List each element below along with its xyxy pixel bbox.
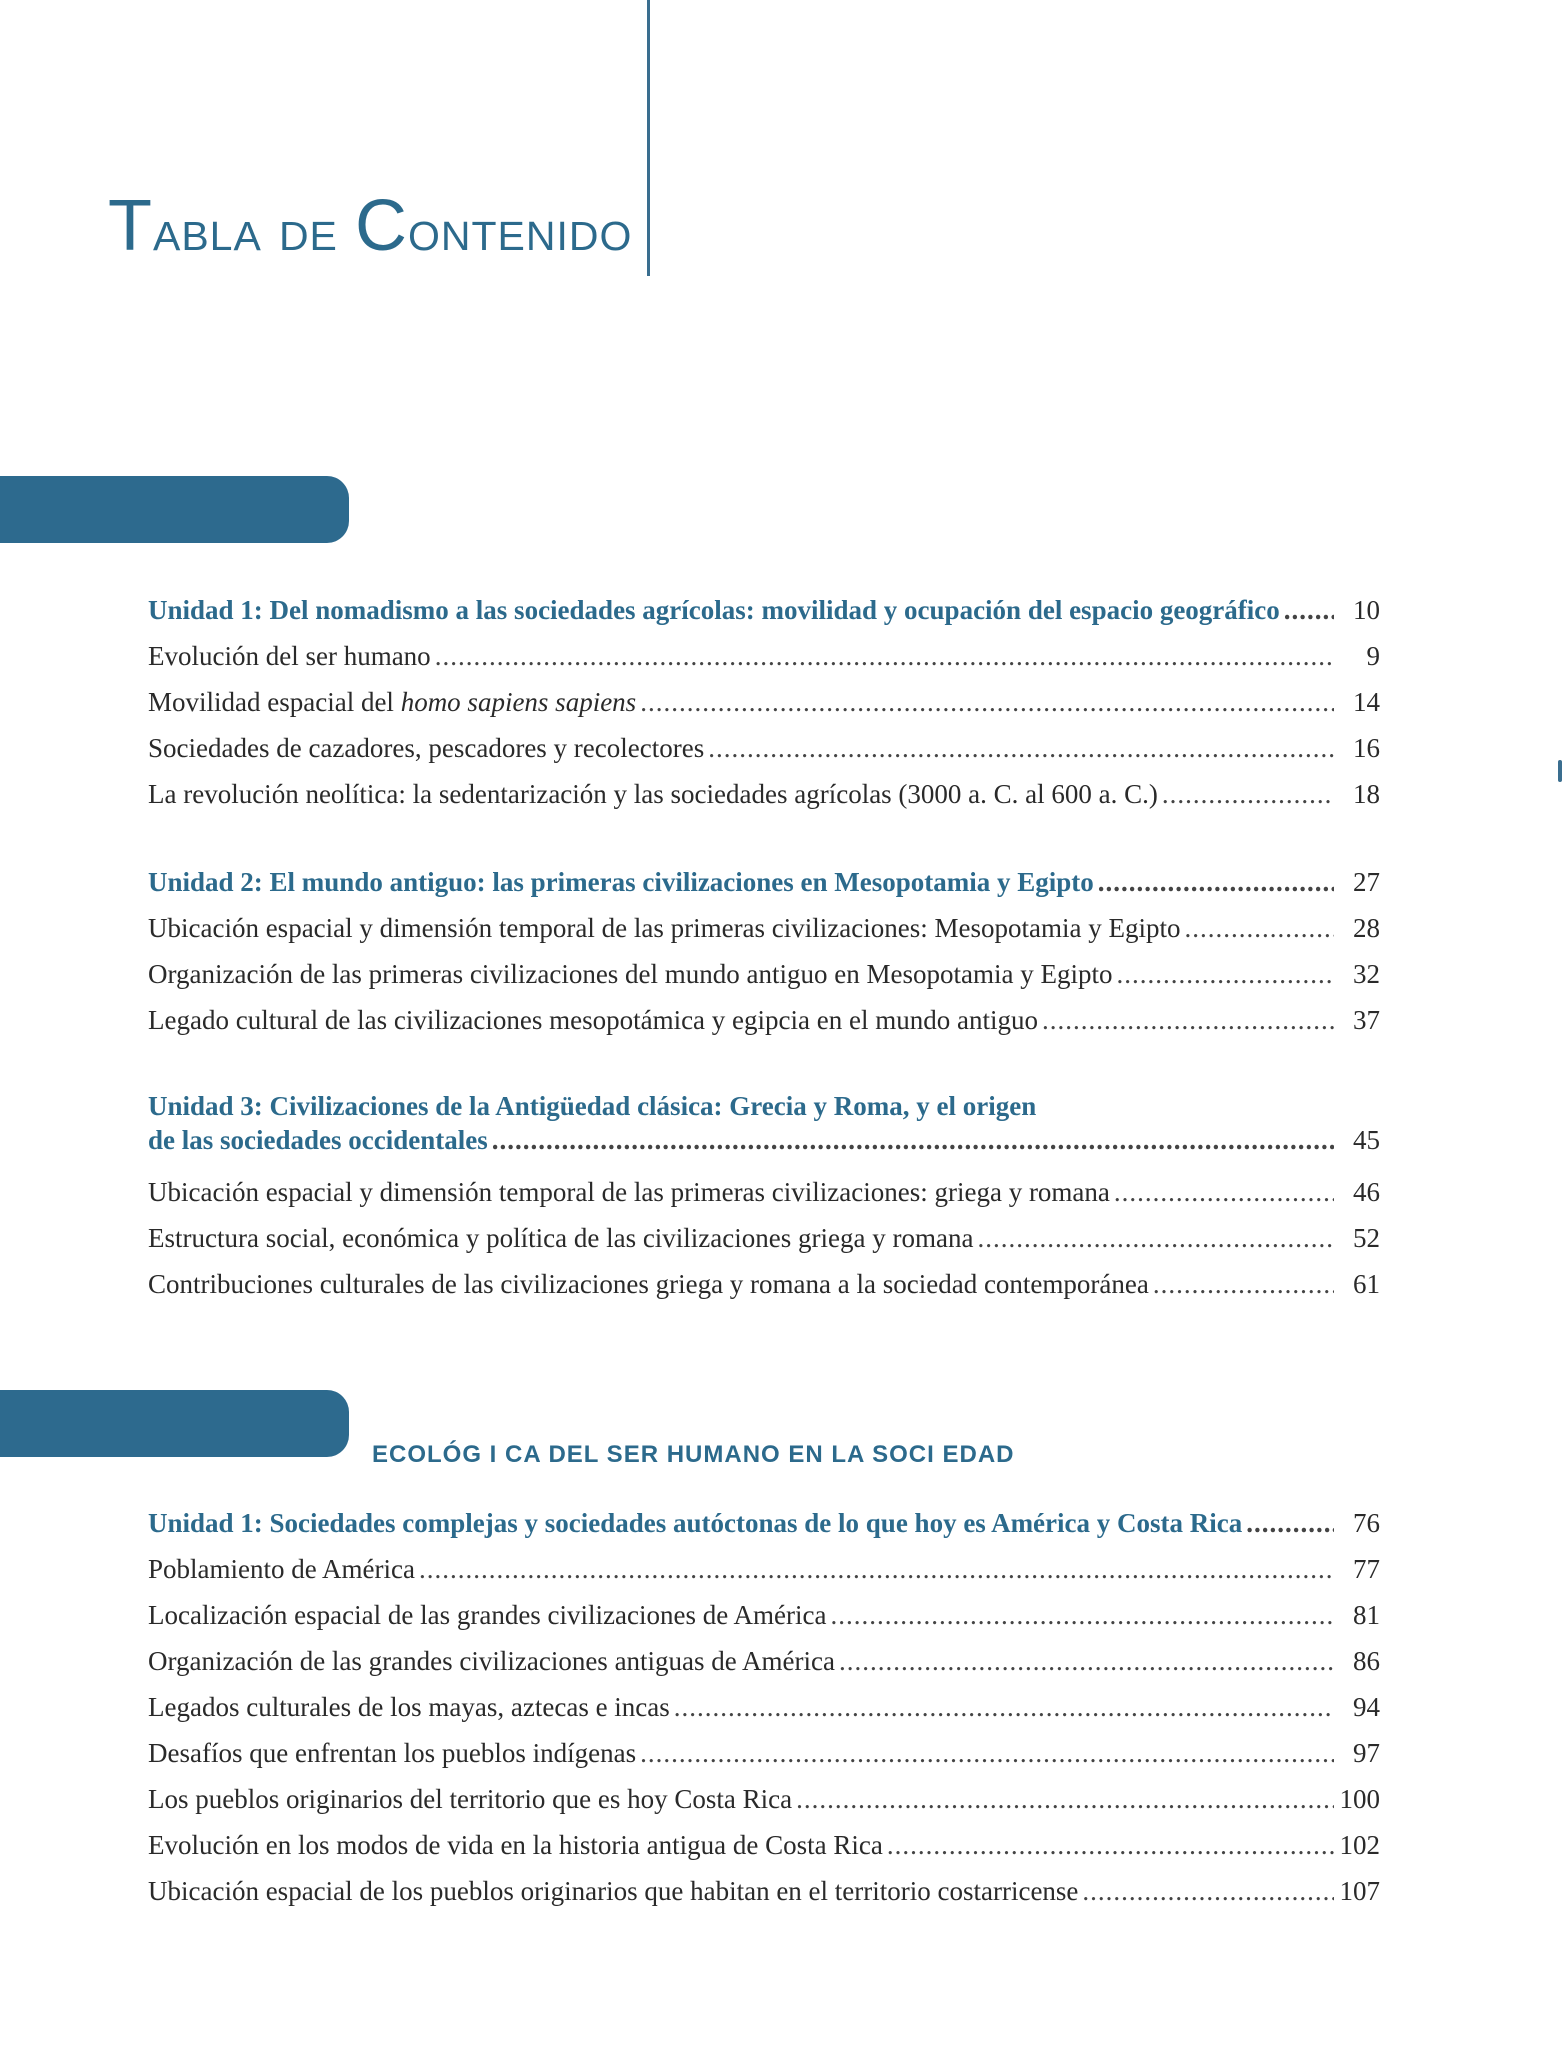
toc-entry-text: Movilidad espacial del (148, 687, 401, 717)
page-title (108, 186, 633, 266)
toc-page-number: 28 (1353, 913, 1380, 943)
toc-entry[interactable] (148, 951, 1380, 997)
toc-entry-title: Organización de las primeras civilizaciones del mundo antiguo en Mesopotamia y Egipto (148, 959, 1113, 989)
toc-entry[interactable] (148, 725, 1380, 771)
toc-entry-title: Poblamiento de América (148, 1554, 415, 1584)
toc-entry[interactable] (148, 1169, 1380, 1215)
toc-unit-1-3[interactable] (148, 1123, 1380, 1157)
toc-entry-title: La revolución neolítica: la sedentarización y las sociedades agrícolas (3000 a. C. al 600 a. C.) (148, 779, 1158, 809)
toc-unit-title-line-2: de las sociedades occidentales (148, 1125, 488, 1155)
leader-dots (796, 1776, 1333, 1822)
toc-page-number: 94 (1353, 1692, 1380, 1722)
toc-entry-title: Estructura social, económica y política de las civilizaciones griega y romana (148, 1223, 974, 1253)
toc-entry-title: Sociedades de cazadores, pescadores y recolectores (148, 733, 705, 763)
toc-page-number: 52 (1353, 1223, 1380, 1253)
toc-unit-2-1[interactable] (148, 1500, 1380, 1546)
toc-entry[interactable] (148, 1546, 1380, 1592)
spacer (148, 817, 1380, 859)
leader-dots (1162, 771, 1334, 817)
toc-entry[interactable] (148, 1684, 1380, 1730)
toc-entry-title: Legado cultural de las civilizaciones mesopotámica y egipcia en el mundo antiguo (148, 1005, 1038, 1035)
toc-page-number: 37 (1353, 1005, 1380, 1035)
toc-entry[interactable] (148, 1215, 1380, 1261)
toc-entry-title: Legados culturales de los mayas, aztecas e incas (148, 1692, 670, 1722)
toc-unit-1-1[interactable] (148, 587, 1380, 633)
toc-block-1 (148, 587, 1380, 1307)
toc-entry[interactable] (148, 997, 1380, 1043)
toc-page-number: 102 (1339, 1830, 1380, 1860)
leader-dots (708, 725, 1334, 771)
toc-page-number: 86 (1353, 1646, 1380, 1676)
leader-dots (640, 1730, 1334, 1776)
leader-dots (492, 1123, 1334, 1157)
toc-entry[interactable] (148, 633, 1380, 679)
title-initial-t: T (108, 186, 153, 266)
toc-page-number: 107 (1339, 1876, 1380, 1906)
toc-entry[interactable] (148, 1868, 1380, 1914)
section-tab-1 (0, 476, 349, 543)
toc-entry[interactable] (148, 1592, 1380, 1638)
toc-entry-title: Ubicación espacial y dimensión temporal de las primeras civilizaciones: griega y romana (148, 1177, 1110, 1207)
leader-dots (419, 1546, 1334, 1592)
title-rest-1: abla de (152, 198, 356, 263)
leader-dots (977, 1215, 1334, 1261)
title-rest-2: ontenido (408, 198, 633, 263)
toc-entry[interactable] (148, 1261, 1380, 1307)
toc-page-number: 97 (1353, 1738, 1380, 1768)
toc-page-number: 61 (1353, 1269, 1380, 1299)
toc-entry[interactable] (148, 1776, 1380, 1822)
toc-entry-title: Desafíos que enfrentan los pueblos indígenas (148, 1738, 637, 1768)
toc-entry-title: Evolución del ser humano (148, 641, 431, 671)
edge-mark (1558, 760, 1562, 782)
toc-entry[interactable] (148, 1638, 1380, 1684)
toc-entry[interactable] (148, 771, 1380, 817)
leader-dots (1284, 587, 1334, 633)
leader-dots (839, 1638, 1334, 1684)
toc-page-number: 77 (1353, 1554, 1380, 1584)
toc-unit-title-line-1[interactable]: Unidad 3: Civilizaciones de la Antigüedad clásica: Grecia y Roma, y el origen (148, 1091, 1037, 1121)
toc-page-number: 9 (1366, 641, 1380, 671)
leader-dots (435, 633, 1334, 679)
leader-dots (674, 1684, 1334, 1730)
toc-page-number: 10 (1353, 595, 1380, 625)
section-tab-2 (0, 1390, 349, 1457)
leader-dots (1184, 905, 1334, 951)
toc-unit-1-2[interactable] (148, 859, 1380, 905)
toc-entry-italic: homo sapiens sapiens (400, 687, 637, 717)
vertical-rule (647, 0, 650, 276)
toc-entry-title: Localización espacial de las grandes civilizaciones de América (148, 1600, 827, 1630)
section-heading: ECOLÓG I CA DEL SER HUMANO EN LA SOCI EDAD (372, 1441, 1015, 1468)
toc-page-number: 27 (1353, 867, 1380, 897)
toc-entry-title (148, 679, 636, 725)
toc-entry[interactable] (148, 905, 1380, 951)
toc-unit-title: Unidad 1: Sociedades complejas y sociedades autóctonas de lo que hoy es América y Costa Rica (148, 1508, 1243, 1538)
spacer (148, 1043, 1380, 1085)
toc-page-number: 18 (1353, 779, 1380, 809)
toc-entry-title: Ubicación espacial y dimensión temporal de las primeras civilizaciones: Mesopotamia y Egipto (148, 913, 1181, 943)
toc-page-number: 76 (1353, 1508, 1380, 1538)
leader-dots (1246, 1500, 1334, 1546)
toc-block-2 (148, 1500, 1380, 1914)
toc-entry-title: Organización de las grandes civilizaciones antiguas de América (148, 1646, 835, 1676)
toc-entry[interactable] (148, 1730, 1380, 1776)
toc-entry[interactable] (148, 1822, 1380, 1868)
leader-dots (1098, 859, 1334, 905)
toc-unit-title: Unidad 2: El mundo antiguo: las primeras civilizaciones en Mesopotamia y Egipto (148, 867, 1094, 897)
toc-page-number: 32 (1353, 959, 1380, 989)
toc-entry[interactable] (148, 679, 1380, 725)
leader-dots (830, 1592, 1334, 1638)
toc-unit-title: Unidad 1: Del nomadismo a las sociedades agrícolas: movilidad y ocupación del espacio geográfico (148, 595, 1280, 625)
leader-dots (1082, 1868, 1333, 1914)
toc-entry-title: Los pueblos originarios del territorio que es hoy Costa Rica (148, 1784, 793, 1814)
toc-page-number: 46 (1353, 1177, 1380, 1207)
title-initial-c: C (355, 186, 409, 266)
leader-dots (1114, 1169, 1334, 1215)
leader-dots (1042, 997, 1334, 1043)
toc-page-number: 45 (1353, 1125, 1380, 1155)
toc-page-number: 14 (1353, 687, 1380, 717)
leader-dots (1153, 1261, 1334, 1307)
toc-entry-title: Evolución en los modos de vida en la historia antigua de Costa Rica (148, 1830, 883, 1860)
toc-page-number: 16 (1353, 733, 1380, 763)
toc-page-number: 100 (1339, 1784, 1380, 1814)
leader-dots (887, 1822, 1334, 1868)
leader-dots (1117, 951, 1335, 997)
toc-page-number: 81 (1353, 1600, 1380, 1630)
toc-entry-title: Ubicación espacial de los pueblos originarios que habitan en el territorio costarricense (148, 1876, 1079, 1906)
toc-entry-title: Contribuciones culturales de las civilizaciones griega y romana a la sociedad contemporánea (148, 1269, 1149, 1299)
leader-dots (640, 679, 1334, 725)
